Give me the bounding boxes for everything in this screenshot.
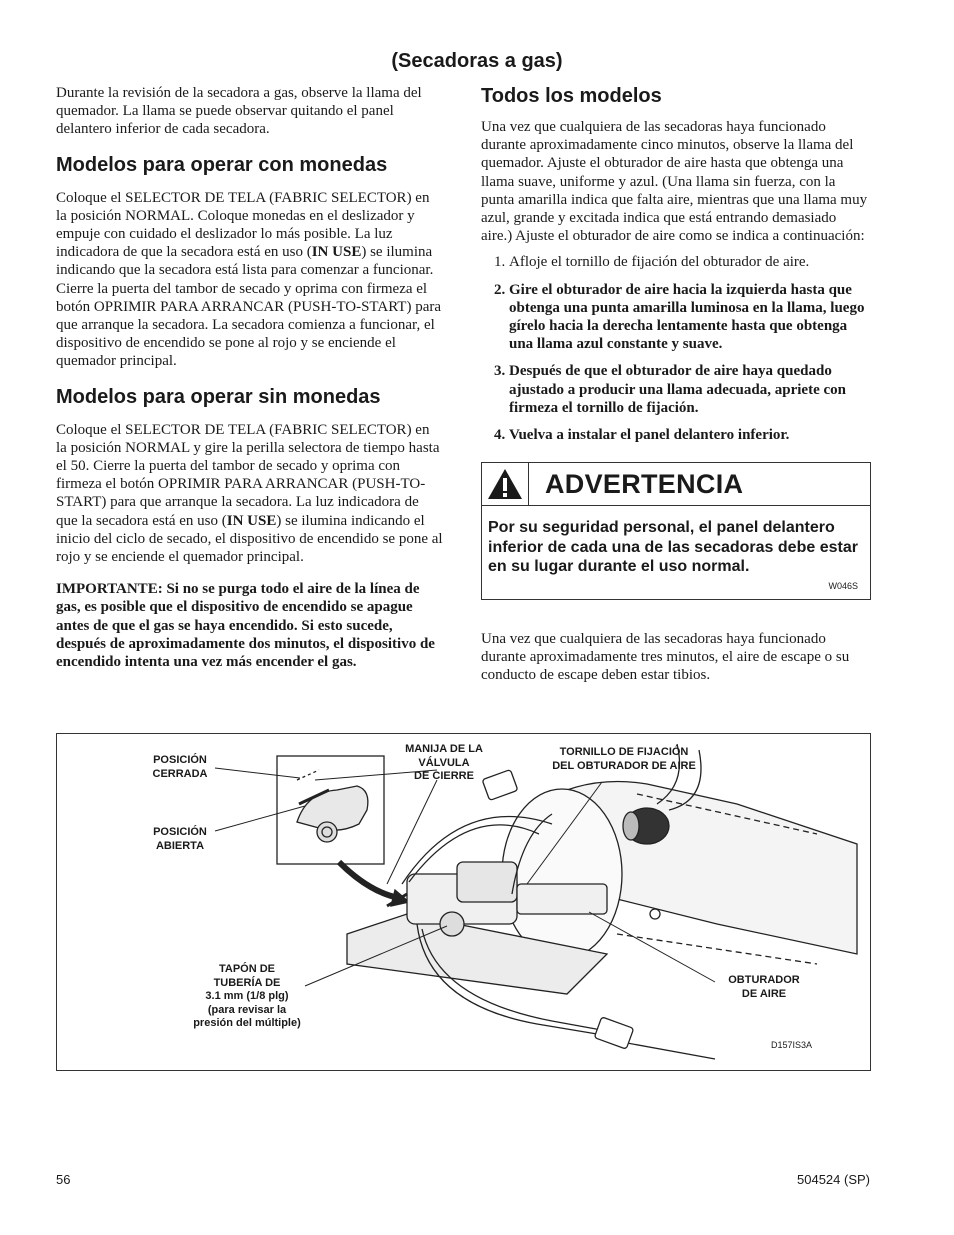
step-item: 2. Gire el obturador de aire hacia la izquierda hasta que obtenga una punta amarilla luminosa en la llama, luego gírelo hacia la derecha lentamente hasta que obtenga una llama azul constante y suave. bbox=[509, 281, 871, 354]
adjust-steps bbox=[481, 253, 871, 444]
right-column bbox=[481, 84, 871, 698]
after-warning-paragraph: Una vez que cualquiera de las secadoras haya funcionado durante aproximadamente tres minutos, el aire de escape o su conducto de escape deben estar tibios. bbox=[481, 630, 850, 684]
section-title: (Secadoras a gas) bbox=[391, 50, 563, 72]
intro-paragraph: Durante la revisión de la secadora a gas, observe la llama del quemador. La llama se puede observar quitando el panel delantero inferior de cada secadora. bbox=[56, 85, 422, 138]
label-pipe-plug: TAPÓN DE TUBERÍA DE 3.1 mm (1/8 plg) (para revisar la presión del múltiple) bbox=[193, 963, 301, 1030]
all-models-heading: Todos los modelos bbox=[481, 85, 662, 107]
gas-valve-figure bbox=[56, 733, 871, 1071]
step-item: 1. Afloje el tornillo de fijación del obturador de aire. bbox=[509, 253, 871, 271]
left-column bbox=[56, 84, 444, 671]
warning-title: ADVERTENCIA bbox=[545, 468, 744, 499]
important-note: IMPORTANTE: Si no se purga todo el aire de la línea de gas, es posible que el dispositivo de encendido se apague antes de que el gas se haya encendido. Si esto sucede, después de aproximadamente dos minutos, el dispositivo de encendido intenta una vez más encender el gas. bbox=[56, 581, 435, 671]
coin-models-paragraph: Coloque el SELECTOR DE TELA (FABRIC SELECTOR) en la posición NORMAL. Coloque monedas en el deslizador y empuje con cuidado el deslizador lo más posible. La luz indicadora de que la secadora está en uso (IN USE) se ilumina indicando que la secadora está lista para comenzar a funcionar. Cierre la puerta del tambor de secado y oprima con firmeza el botón OPRIMIR PARA ARRANCAR (PUSH-TO-START) para que arranque la secadora. La secadora comienza a funcionar, el dispositivo de encendido se pone al rojo y se enciende el quemador principal. bbox=[56, 189, 442, 370]
label-air-shutter: OBTURADOR DE AIRE bbox=[728, 974, 800, 1000]
coin-models-heading: Modelos para operar con monedas bbox=[56, 153, 388, 176]
document-code: 504524 (SP) bbox=[797, 1172, 870, 1187]
warning-code: W046S bbox=[828, 580, 858, 591]
nocoin-models-paragraph: Coloque el SELECTOR DE TELA (FABRIC SELECTOR) en la posición NORMAL y gire la perilla selectora de tiempo hasta el 50. Cierre la puerta del tambor de secado y oprima con firmeza el botón OPRIMIR PARA ARRANCAR (PUSH-TO-START) para que arranque la secadora. La luz indicadora de que la secadora está en uso (IN USE) se ilumina indicando el inicio del ciclo de secado, el dispositivo de encendido se pone al rojo y se enciende el quemador principal. bbox=[56, 421, 443, 566]
warning-header bbox=[482, 463, 870, 506]
step-item: 4. Vuelva a instalar el panel delantero inferior. bbox=[509, 426, 871, 444]
page-number: 56 bbox=[56, 1172, 71, 1187]
label-open-position: POSICIÓN ABIERTA bbox=[153, 826, 207, 852]
step-item: 3. Después de que el obturador de aire haya quedado ajustado a producir una llama adecuada, apriete con firmeza el tornillo de fijación. bbox=[509, 362, 871, 417]
warning-triangle-icon bbox=[482, 463, 529, 505]
nocoin-models-heading: Modelos para operar sin monedas bbox=[56, 385, 381, 408]
label-closed-position: POSICIÓN CERRADA bbox=[152, 754, 208, 780]
warning-text: Por su seguridad personal, el panel delantero inferior de cada una de las secadoras debe estar en su lugar durante el uso normal. bbox=[488, 519, 858, 576]
label-valve-handle: MANIJA DE LA VÁLVULA DE CIERRE bbox=[405, 743, 483, 783]
label-shutter-screw: TORNILLO DE FIJACIÓN DEL OBTURADOR DE AIRE bbox=[552, 746, 696, 772]
warning-box bbox=[481, 462, 871, 600]
figure-code: D157IS3A bbox=[771, 1040, 813, 1050]
all-models-intro: Una vez que cualquiera de las secadoras haya funcionado durante aproximadamente cinco minutos, observe la llama del quemador. Ajuste el obturador de aire hasta que obtenga una llama suave, uniforme y azul. (Una llama sin fuerza, con la punta amarilla indica que falta aire, mientras que una llama muy azul, grande y excitada indica que está entrando demasiado aire.) Ajuste el obturador de aire como se indica a continuación: bbox=[481, 119, 868, 245]
